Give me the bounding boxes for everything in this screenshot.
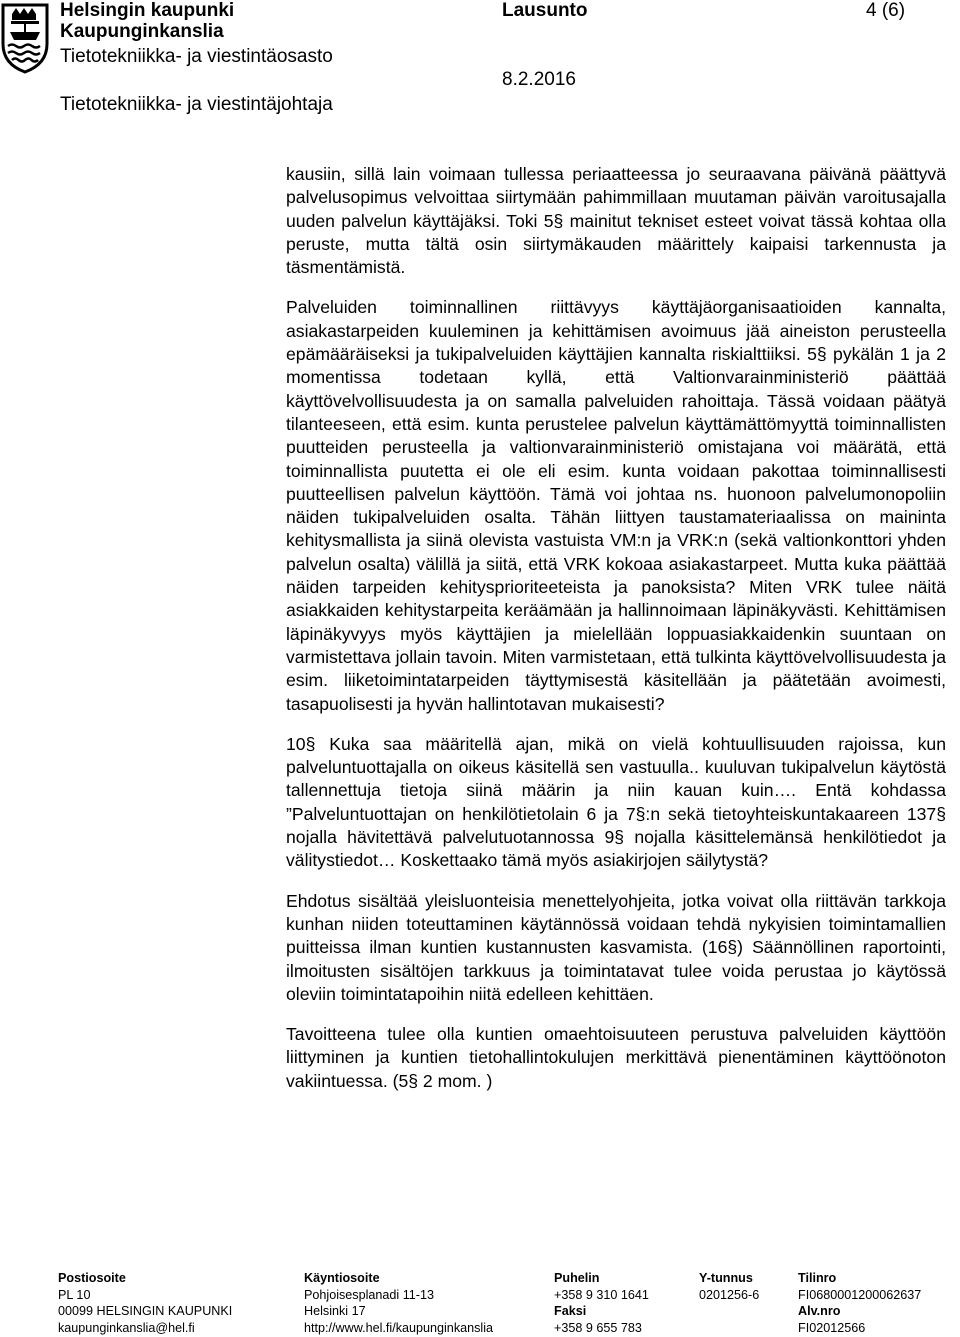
body-paragraph: Palveluiden toiminnallinen riittävyys käyttäjäorganisaatioiden kannalta, asiakastarpeiden kuuleminen ja kehittämisen avoimuus jää aineiston perusteella epämääräiseksi ja tukipalveluiden käyttäjien kannalta riskialttiiksi. 5§ pykälän 1 ja 2 momentissa todetaan kyllä, että Valtionvarainministeriö päättää käyttövelvollisuudesta ja on samalla palveluiden rahoittaja. Tässä voidaan päätyä tilanteeseen, että esim. kunta perustelee palvelun käyttämättömyyttä toiminnallisten puutteiden perusteella ja valtionvarainministeriö omistajana voi määrätä, että toiminnallista puutetta ei ole eli esim. kunta voidaan pakottaa toiminnallisesti puutteellisen palvelun käyttöön. Tämä voi johtaa ns. huonoon palvelumonopoliin näiden tukipalveluiden osalta. Tähän liittyen taustamateriaalissa on maininta kehitysmallista ja siinä olevista vastuista VM:n ja VRK:n (sekä valtionkonttori yhden palvelun osalta) välillä ja siitä, että VRK kokoaa asiakastarpeet. Mutta kuka päättää näiden tarpeiden kehitysprioriteeteista ja panoksista? Miten VRK tulee näitä asiakkaiden kehitystarpeita keräämään ja hallinnoimaan läpinäkyvästi. Kehittämisen läpinäkyvyys myös käyttäjien ja mielellään loppuasiakkaidenkin suuntaan on varmistettava jollain tavoin. Miten varmistetaan, että tulkinta käyttövelvollisuudesta ja esim. liiketoimintatarpeiden täyttymisestä käsitellään ja päätetään avoimesti, tasapuolisesti ja hyvän hallintotavan mukaisesti? <box>286 297 946 714</box>
footer-value: PL 10 <box>58 1287 91 1302</box>
footer-value: +358 9 655 783 <box>554 1320 642 1335</box>
footer-website: http://www.hel.fi/kaupunginkanslia <box>304 1320 494 1335</box>
footer-business-id-column <box>699 1270 759 1303</box>
footer-value: +358 9 310 1641 <box>554 1287 649 1302</box>
footer-phone-column <box>554 1270 649 1336</box>
document-body <box>286 163 946 1110</box>
footer-value: FI02012566 <box>798 1320 866 1335</box>
document-date: 8.2.2016 <box>502 69 576 90</box>
body-paragraph: Ehdotus sisältää yleisluonteisia menettelyohjeita, jotka voivat olla riittävän tarkkoja kunhan niiden toteuttaminen käytännössä voidaan tehdä nykyisien toimintamallien puitteissa ilman kuntien kustannusten kasvamista. (16§) Säännöllinen raportointi, ilmoitusten sisältöjen tarkkuus ja toimintatavat tulee voida perustaa jo käytössä oleviin toimintatapoihin niitä edelleen kehittäen. <box>286 890 946 1004</box>
footer-value: FI0680001200062637 <box>798 1287 922 1302</box>
footer-label: Puhelin <box>554 1271 600 1285</box>
organization-name: Helsingin kaupunki <box>60 0 235 21</box>
footer-label: Alv.nro <box>798 1304 841 1318</box>
body-paragraph: Tavoitteena tulee olla kuntien omaehtoisuuteen perustuva palveluiden käyttöön liittyminen ja kuntien tietohallintokulujen merkittävä pienentäminen käyttöönoton vakiintuessa. (5§ 2 mom. ) <box>286 1024 946 1091</box>
footer-label: Y-tunnus <box>699 1271 753 1285</box>
body-paragraph: kausiin, sillä lain voimaan tullessa periaatteessa jo seuraavana päivänä päättyvä palvelusopimus velvoittaa siirtymään pahimmillaan muutaman päivän varoitusajalla uuden palvelun käyttäjäksi. Toki 5§ mainitut tekniset esteet voivat tässä kohtaa olla peruste, mutta tältä osin siirtymäkauden määrittely kaipaisi tarkennusta ja täsmentämistä. <box>286 164 946 278</box>
footer-account-column <box>798 1270 921 1336</box>
footer-email: kaupunginkanslia@hel.fi <box>58 1320 195 1335</box>
department-name: Kaupunginkanslia <box>60 21 224 42</box>
footer-value: 0201256-6 <box>699 1287 760 1302</box>
footer-value: 00099 HELSINGIN KAUPUNKI <box>58 1304 233 1318</box>
unit-name: Tietotekniikka- ja viestintäosasto <box>60 46 333 67</box>
footer-label: Käyntiosoite <box>304 1271 380 1285</box>
body-paragraph: 10§ Kuka saa määritellä ajan, mikä on vielä kohtuullisuuden rajoissa, kun palveluntuottajalla on oikeus käsitellä sen vastuulla.. kuuluvan tukipalvelun käytöstä tallennettuja tietoja siinä määrin ja niin kauan kuin…. Entä kohdassa ”Palveluntuottajan on henkilötietolain 6 ja 7§:n sekä tietoyhteiskuntakaareen 137§ nojalla hävitettävä palvelutuotannossa 9§ nojalla käsittelemänsä henkilötiedot ja välitystiedot… Koskettaako tämä myös asiakirjojen säilytystä? <box>286 733 946 871</box>
document-type: Lausunto <box>502 0 588 21</box>
footer-label: Postiosoite <box>58 1271 126 1285</box>
city-coat-of-arms-logo <box>0 2 50 74</box>
footer-label: Tilinro <box>798 1271 837 1285</box>
footer-value: Helsinki 17 <box>304 1304 366 1318</box>
footer-label: Faksi <box>554 1304 587 1318</box>
footer-postal-column <box>58 1270 232 1336</box>
footer-visit-column <box>304 1270 493 1336</box>
footer-value: Pohjoisesplanadi 11-13 <box>304 1287 434 1302</box>
signer-title: Tietotekniikka- ja viestintäjohtaja <box>60 94 333 115</box>
page-number: 4 (6) <box>866 0 906 21</box>
